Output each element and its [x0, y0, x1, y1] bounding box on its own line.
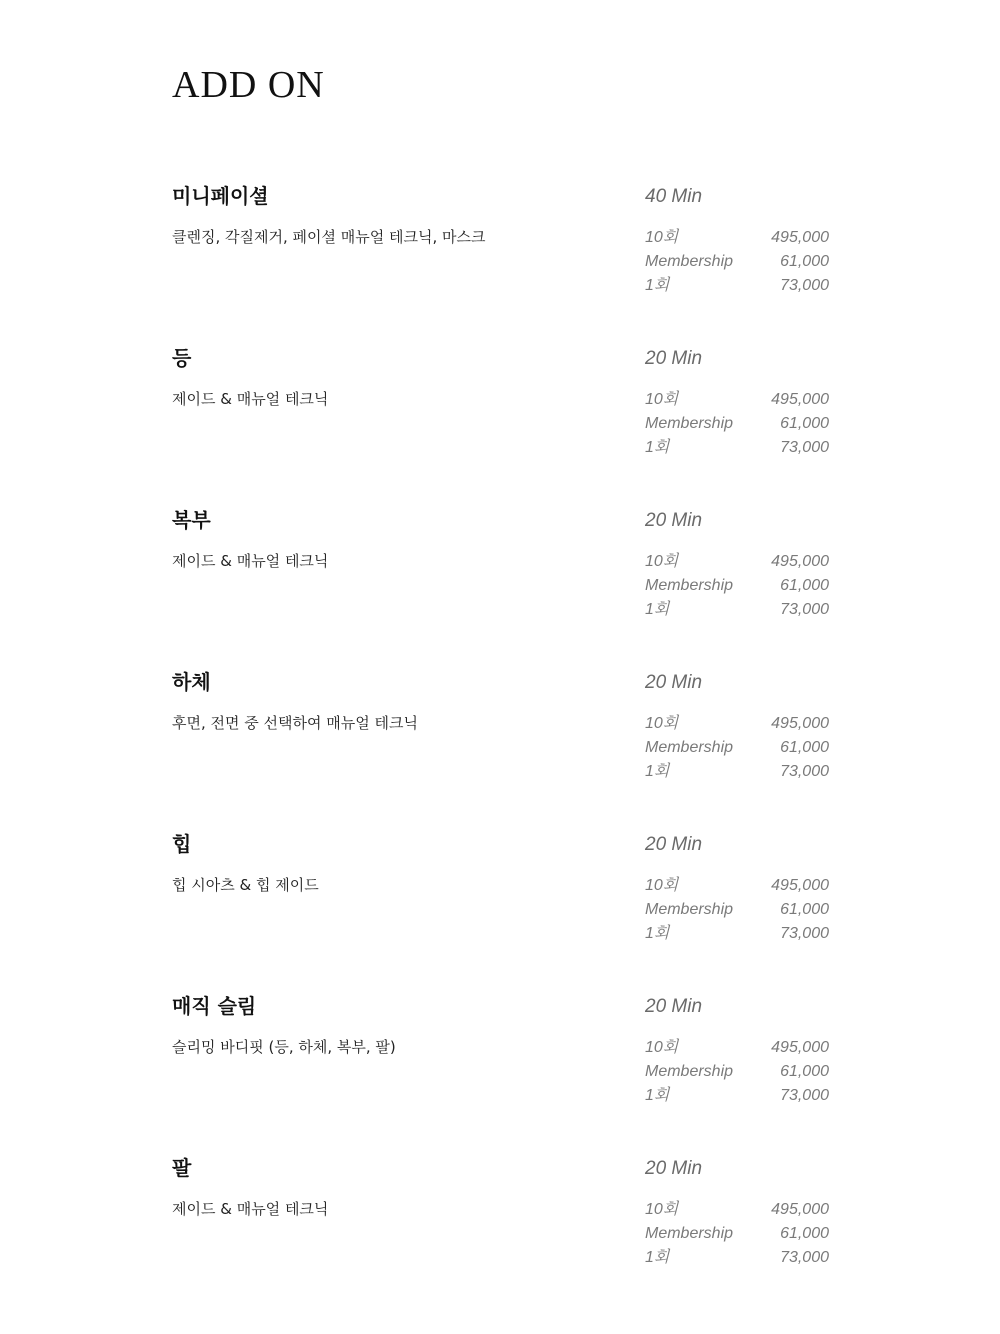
price-value: 495,000: [771, 1201, 829, 1218]
price-label: 10회: [645, 229, 679, 246]
item-name: 팔: [172, 1156, 192, 1180]
item-duration: 20 Min: [645, 348, 703, 369]
menu-item-mini-facial: [0, 182, 1000, 312]
price-list: [645, 1198, 829, 1270]
price-value: 495,000: [771, 715, 829, 732]
price-value: 73,000: [780, 1087, 829, 1104]
price-row: [645, 436, 829, 460]
price-value: 61,000: [780, 415, 829, 432]
price-label: 1회: [645, 763, 670, 780]
price-row: [645, 1198, 829, 1222]
price-label: 1회: [645, 439, 670, 456]
price-label: 10회: [645, 1039, 679, 1056]
price-value: 73,000: [780, 277, 829, 294]
price-row: [645, 1246, 829, 1270]
price-list: [645, 874, 829, 946]
price-row: [645, 874, 829, 898]
price-row: [645, 388, 829, 412]
item-name: 미니페이셜: [172, 184, 269, 208]
price-label: Membership: [645, 415, 734, 432]
price-value: 61,000: [780, 253, 829, 270]
price-list: [645, 1036, 829, 1108]
price-value: 73,000: [780, 439, 829, 456]
price-row: [645, 760, 829, 784]
price-row: [645, 1222, 829, 1246]
price-value: 495,000: [771, 877, 829, 894]
price-list: [645, 550, 829, 622]
price-value: 73,000: [780, 763, 829, 780]
price-row: [645, 598, 829, 622]
page-title: ADD ON: [172, 64, 325, 106]
price-value: 61,000: [780, 577, 829, 594]
price-row: [645, 898, 829, 922]
price-value: 495,000: [771, 229, 829, 246]
item-description: 후면, 전면 중 선택하여 매뉴얼 테크닉: [172, 714, 418, 732]
item-name: 복부: [172, 508, 211, 532]
price-label: Membership: [645, 577, 734, 594]
menu-item-lower-body: [0, 668, 1000, 798]
item-description: 슬리밍 바디핏 (등, 하체, 복부, 팔): [172, 1038, 396, 1056]
price-value: 61,000: [780, 901, 829, 918]
price-row: [645, 550, 829, 574]
menu-item-magic-slim: [0, 992, 1000, 1122]
price-row: [645, 922, 829, 946]
item-name: 매직 슬림: [172, 994, 257, 1018]
price-value: 61,000: [780, 1225, 829, 1242]
price-row: [645, 250, 829, 274]
item-description: 제이드 & 매뉴얼 테크닉: [172, 1200, 329, 1218]
price-label: 1회: [645, 277, 670, 294]
price-label: 10회: [645, 391, 679, 408]
price-label: 10회: [645, 877, 679, 894]
price-list: [645, 226, 829, 298]
price-row: [645, 274, 829, 298]
price-label: Membership: [645, 1225, 734, 1242]
price-row: [645, 1084, 829, 1108]
price-list: [645, 712, 829, 784]
item-name: 등: [172, 346, 192, 370]
price-label: 1회: [645, 925, 670, 942]
item-duration: 20 Min: [645, 996, 703, 1017]
menu-item-arm: [0, 1154, 1000, 1284]
price-label: 10회: [645, 715, 679, 732]
price-value: 73,000: [780, 1249, 829, 1266]
item-duration: 20 Min: [645, 510, 703, 531]
item-name: 힙: [172, 832, 192, 856]
price-label: 10회: [645, 553, 679, 570]
menu-item-hip: [0, 830, 1000, 960]
price-label: Membership: [645, 1063, 734, 1080]
price-label: 1회: [645, 1249, 670, 1266]
price-row: [645, 712, 829, 736]
price-value: 61,000: [780, 1063, 829, 1080]
price-label: 10회: [645, 1201, 679, 1218]
item-duration: 20 Min: [645, 834, 703, 855]
item-description: 힙 시아츠 & 힙 제이드: [172, 876, 319, 894]
price-label: Membership: [645, 253, 734, 270]
price-row: [645, 412, 829, 436]
item-duration: 40 Min: [645, 186, 703, 207]
price-row: [645, 574, 829, 598]
menu-item-back: [0, 344, 1000, 474]
item-description: 제이드 & 매뉴얼 테크닉: [172, 390, 329, 408]
item-description: 클렌징, 각질제거, 페이셜 매뉴얼 테크닉, 마스크: [172, 228, 486, 246]
price-value: 73,000: [780, 601, 829, 618]
price-label: 1회: [645, 1087, 670, 1104]
price-row: [645, 1036, 829, 1060]
price-row: [645, 1060, 829, 1084]
price-row: [645, 736, 829, 760]
item-duration: 20 Min: [645, 1158, 703, 1179]
menu-item-abdomen: [0, 506, 1000, 636]
price-list: [645, 388, 829, 460]
price-label: 1회: [645, 601, 670, 618]
price-value: 495,000: [771, 391, 829, 408]
price-label: Membership: [645, 901, 734, 918]
price-label: Membership: [645, 739, 734, 756]
item-duration: 20 Min: [645, 672, 703, 693]
price-row: [645, 226, 829, 250]
price-value: 495,000: [771, 1039, 829, 1056]
item-name: 하체: [172, 670, 211, 694]
price-value: 495,000: [771, 553, 829, 570]
item-description: 제이드 & 매뉴얼 테크닉: [172, 552, 329, 570]
price-value: 61,000: [780, 739, 829, 756]
price-value: 73,000: [780, 925, 829, 942]
